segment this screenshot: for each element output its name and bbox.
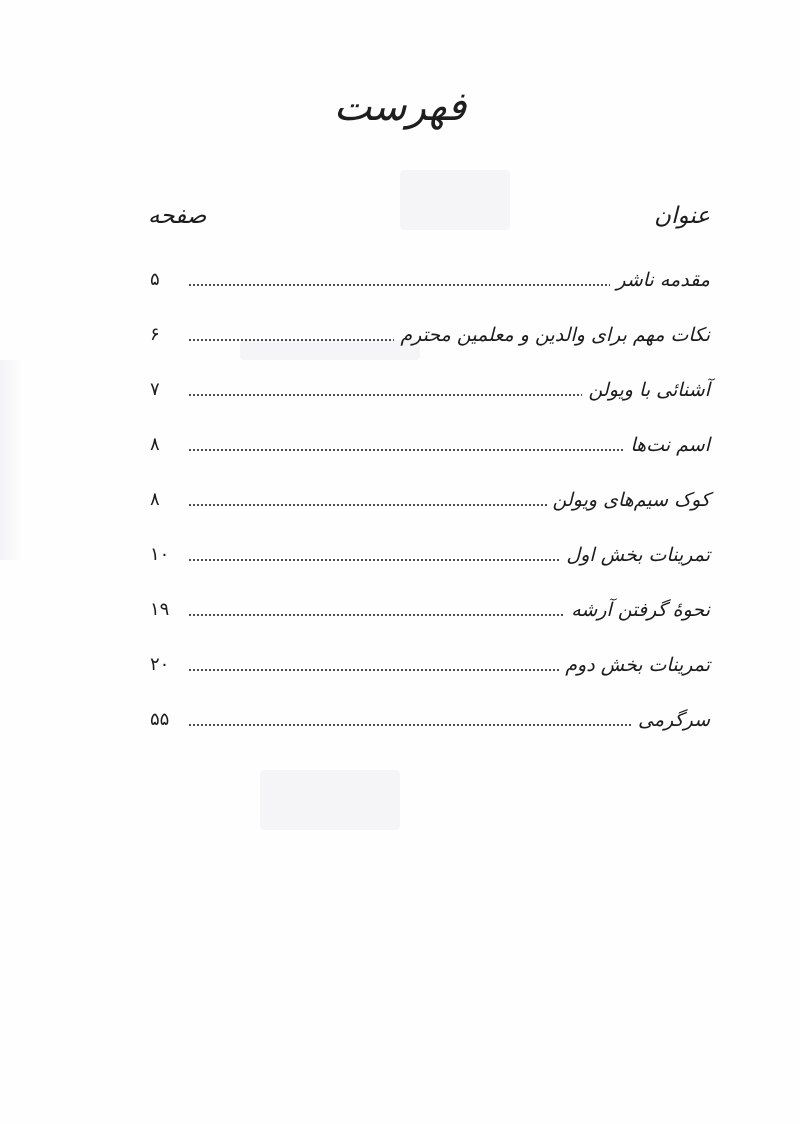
dot-leader <box>188 723 632 727</box>
toc-entry-title: تمرینات بخش دوم <box>565 653 710 676</box>
toc-entry-title: آشنائی با ویولن <box>588 378 710 401</box>
toc-entry-title: اسم نت‌ها <box>630 433 710 456</box>
toc-entry-page: ۱۰ <box>150 544 170 565</box>
toc-entry-title: مقدمه ناشر <box>616 268 710 291</box>
toc-entry <box>150 307 710 362</box>
dot-leader <box>188 558 560 562</box>
toc-entry-page: ۸ <box>150 434 160 455</box>
toc-entry <box>150 362 710 417</box>
dot-leader <box>188 503 547 507</box>
toc-entry-page: ۸ <box>150 489 160 510</box>
page-title: فهرست <box>333 84 467 130</box>
table-of-contents <box>150 252 710 747</box>
dot-leader <box>188 448 624 452</box>
toc-entry <box>150 472 710 527</box>
dot-leader <box>188 613 565 617</box>
toc-entry-page: ۶ <box>150 324 160 345</box>
dot-leader <box>188 393 582 397</box>
toc-entry-title: سرگرمی <box>638 708 710 731</box>
toc-entry-page: ۵۵ <box>150 709 170 730</box>
toc-entry-title: تمرینات بخش اول <box>566 543 710 566</box>
page-edge-shadow <box>0 360 22 560</box>
toc-entry-title: کوک سیم‌های ویولن <box>552 488 710 511</box>
toc-entry <box>150 252 710 307</box>
toc-entry-page: ۵ <box>150 269 160 290</box>
title-column-header: عنوان <box>654 203 710 229</box>
toc-entry <box>150 582 710 637</box>
toc-entry <box>150 692 710 747</box>
toc-header <box>148 196 710 236</box>
toc-entry <box>150 417 710 472</box>
toc-entry-title: نکات مهم برای والدین و معلمین محترم <box>400 323 710 346</box>
toc-entry-page: ۲۰ <box>150 654 170 675</box>
toc-entry-title: نحوهٔ گرفتن آرشه <box>571 598 710 621</box>
dot-leader <box>188 668 559 672</box>
toc-entry-page: ۱۹ <box>150 599 170 620</box>
dot-leader <box>188 338 394 342</box>
dot-leader <box>188 283 610 287</box>
bleed-through-mark <box>260 770 400 830</box>
toc-entry <box>150 637 710 692</box>
toc-entry <box>150 527 710 582</box>
page-column-header: صفحه <box>148 203 207 229</box>
toc-entry-page: ۷ <box>150 379 160 400</box>
